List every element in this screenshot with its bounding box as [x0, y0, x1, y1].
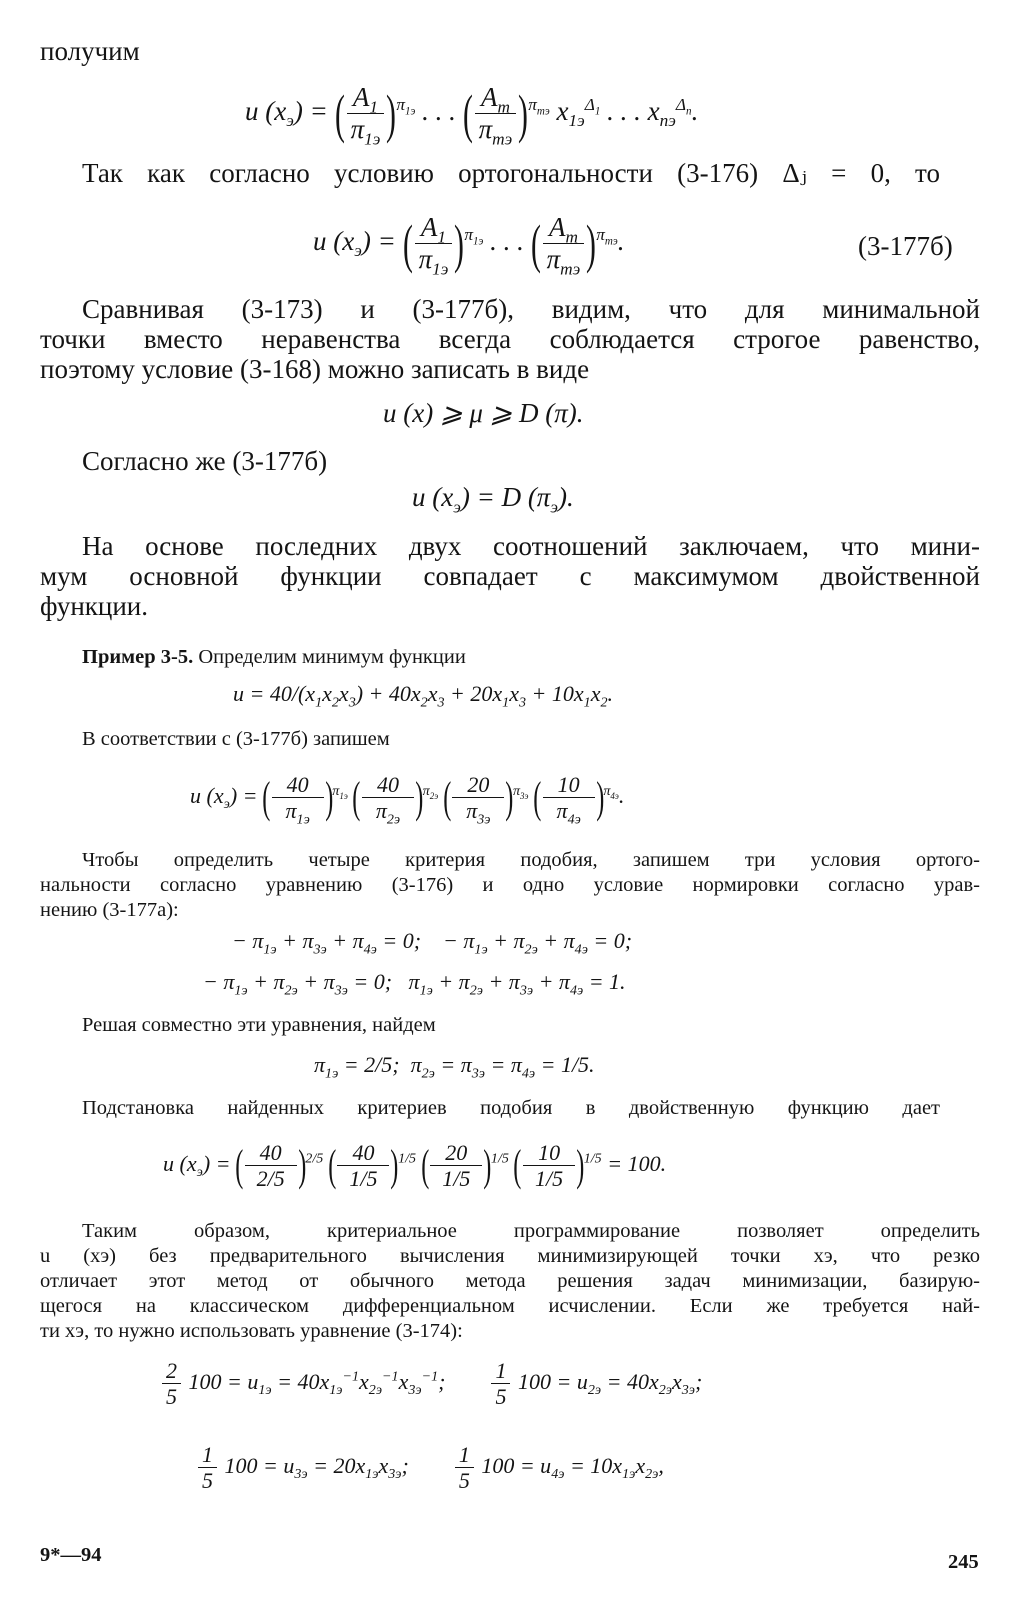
equation-number: (3-177б) — [858, 231, 953, 261]
example-text: Определим минимум функции — [198, 646, 466, 668]
paragraph-criteria-line2: нальности согласно уравнению (3-176) и одно условие нормировки согласно урав- — [40, 874, 980, 896]
paragraph-criteria-line3: нению (3-177а): — [40, 899, 179, 921]
equation-u-orthogonal: u $(x_э)$ = ( $\frac{A_1}{\pi_{1э}}$ )$^{\pi_{1э}}$ . . . ( $\frac{A_m}{\pi_{mэ}}$ )$^{\pi_{mэ}}$. — [313, 212, 625, 279]
equation-final-line2: $\frac{1}{5}$ $100 = u_{3э} = 20x_{1э}x_{3э}$; $\frac{1}{5}$ $100 = u_{4э} = 10x_{1э}x_{2э}$, — [196, 1442, 664, 1494]
paragraph-orthogonality: Так как согласно условию ортогональности (3-176) Δⱼ = 0, то — [82, 158, 940, 188]
equation-dual-function: u $(x_э)$ = ( $\frac{40}{\pi_{1э}}$ )$^{\pi_{1э}}$ ( $\frac{40}{\pi_{2э}}$ )$^{\pi_{2э}}$ ( $\frac{20}{\pi_{3э}}$ )$^{\pi_{3э}}$ ( $\frac{10}{\pi_{4э}}$ )$^{\pi_{4э}}$. — [190, 772, 625, 828]
example-label: Пример 3-5. — [82, 646, 194, 668]
paragraph-conclusion-line3: функции. — [40, 591, 148, 621]
equation-final-line1: $\frac{2}{5}$ $100 = u_{1э} = 40x_{1э}^{-1}x_{2э}^{-1}x_{3э}^{-1}$; $\frac{1}{5}$ $100 = u_{2э} = 40x_{2э}x_{3э}$; — [160, 1358, 702, 1410]
equation-u-general: u $(x_э)$ = ( $\frac{A_1}{\pi_{1э}}$ )$^{\pi_{1э}}$ . . . ( $\frac{A_m}{\pi_{mэ}}$ )$^{\pi_{mэ}}$ $x_{1э}^{\Delta_1}$ . . . $x_{nэ}^{\Delta_n}$. — [245, 82, 699, 149]
example-heading — [82, 647, 466, 668]
paragraph-criteria-line1: Чтобы определить четыре критерия подобия, запишем три условия ортого- — [82, 849, 980, 871]
intro-word: получим — [40, 36, 140, 66]
paragraph-compare-line1: Сравнивая (3-173) и (3-177б), видим, что для минимальной — [82, 294, 980, 324]
page-number: 245 — [948, 1551, 979, 1573]
paragraph-substitution: Подстановка найденных критериев подобия в двойственную функцию дает — [82, 1097, 940, 1119]
footer-signature: 9*—94 — [40, 1544, 102, 1566]
equation-objective-function: $u = 40/(x_1x_2x_3) + 40x_2x_3 + 20x_1x_3 + 10x_1x_2$. — [233, 681, 613, 711]
equation-inequality: u (x) ⩾ μ ⩾ D (π). — [383, 398, 584, 428]
paragraph-conclusion-line1: На основе последних двух соотношений заключаем, что мини- — [82, 531, 980, 561]
paragraph-final-line2: u (xэ) без предварительного вычисления минимизирующей точки xэ, что резко — [40, 1245, 980, 1267]
equation-system-line1: − $\pi_{1э} + \pi_{3э} + \pi_{4э} = 0$; − $\pi_{1э} + \pi_{2э} + \pi_{4э} = 0$; — [232, 928, 633, 958]
paragraph-conclusion-line2: мум основной функции совпадает с максимумом двойственной — [40, 561, 980, 591]
paragraph-final-line4: щегося на классическом дифференциальном исчислении. Если же требуется най- — [40, 1295, 980, 1317]
paragraph-compare-line3: поэтому условие (3-168) можно записать в виде — [40, 354, 590, 384]
paragraph-according-177b: В соответствии с (3-177б) запишем — [82, 728, 390, 750]
paragraph-final-line3: отличает этот метод от обычного метода решения задач минимизации, базирую- — [40, 1270, 980, 1292]
paragraph-compare-line2: точки вместо неравенства всегда соблюдается строгое равенство, — [40, 324, 980, 354]
equation-dual-equality: u $(x_э) = D$ $(\pi_э)$. — [412, 482, 574, 517]
paragraph-final-line1: Таким образом, критериальное программирование позволяет определить — [82, 1220, 980, 1242]
equation-solution: $\pi_{1э} = 2/5$; $\pi_{2э} = \pi_{3э} = \pi_{4э} = 1/5$. — [314, 1052, 595, 1082]
paragraph-according: Согласно же (3-177б) — [82, 446, 328, 476]
equation-dual-value: u $(x_э)$ = ( $\frac{40}{2/5}$ )$^{2/5}$ ( $\frac{40}{1/5}$ )$^{1/5}$ ( $\frac{20}{1/5}$ )$^{1/5}$ ( $\frac{10}{1/5}$ )$^{1/5}$ = 100. — [163, 1140, 667, 1192]
paragraph-final-line5: ти xэ, то нужно использовать уравнение (3-174): — [40, 1320, 463, 1342]
paragraph-solving: Решая совместно эти уравнения, найдем — [82, 1014, 436, 1036]
equation-system-line2: − $\pi_{1э} + \pi_{2э} + \pi_{3э} = 0$; $\pi_{1э} + \pi_{2э} + \pi_{3э} + \pi_{4э} = 1$. — [203, 969, 626, 999]
